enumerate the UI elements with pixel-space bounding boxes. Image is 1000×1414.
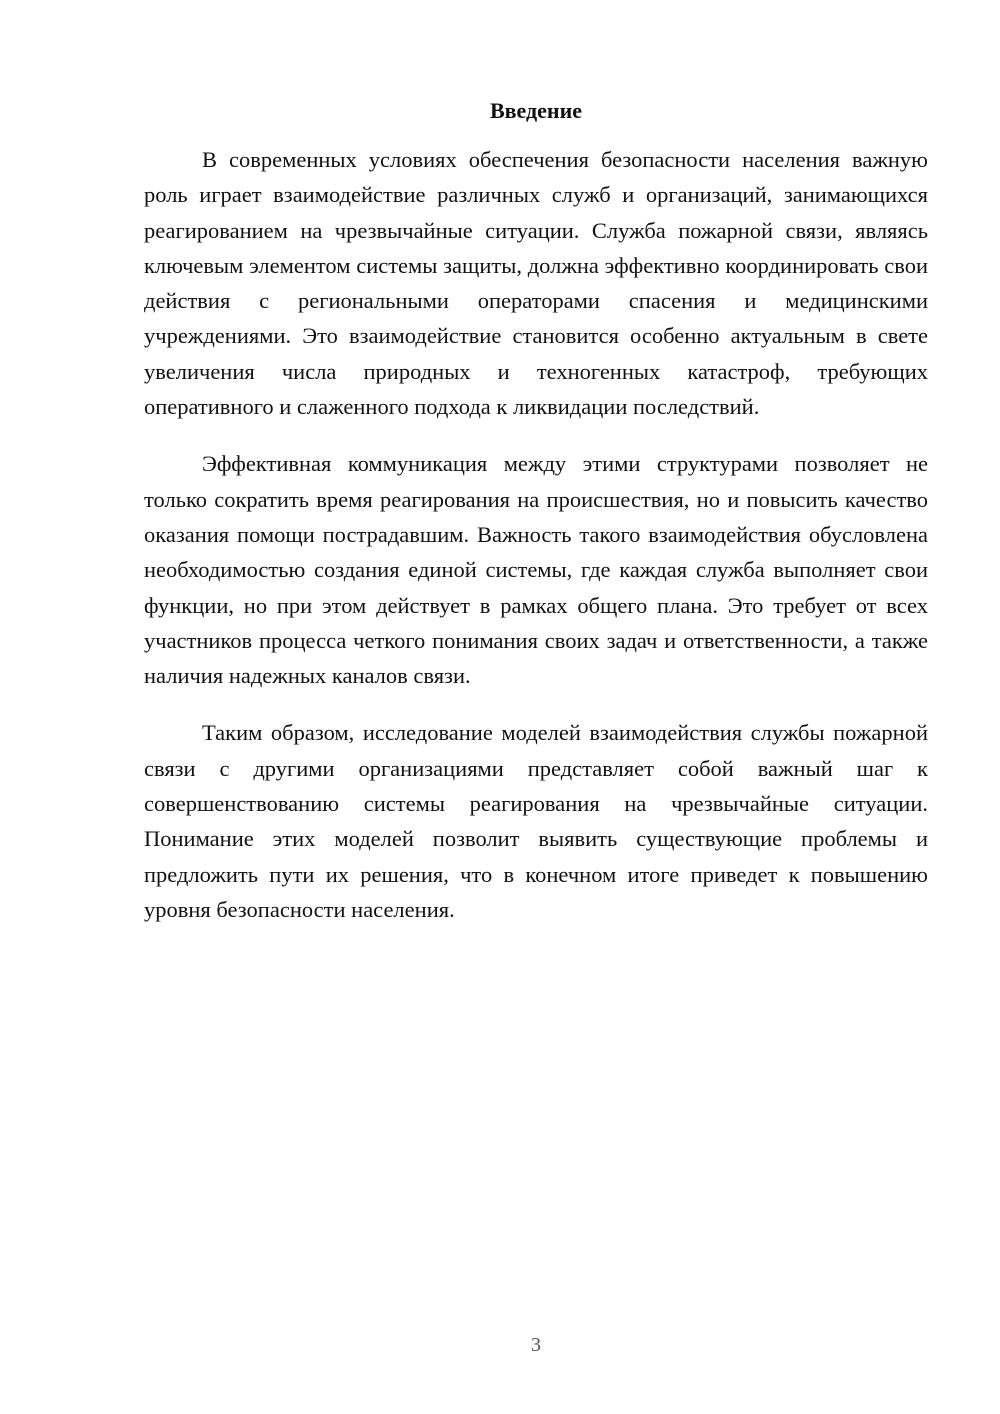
body-text [144,142,928,949]
paragraph-1: В современных условиях обеспечения безопасности населения важную роль играет взаимодействие различных служб и организаций, занимающихся реагированием на чрезвычайные ситуации. Служба пожарной связи, являясь ключевым элементом системы защиты, должна эффективно координировать свои действия с региональными операторами спасения и медицинскими учреждениями. Это взаимодействие становится особенно актуальным в свете увеличения числа природных и техногенных катастроф, требующих оперативного и слаженного подхода к ликвидации последствий. [144,147,928,420]
page-number: 3 [531,1334,541,1356]
paragraph-3: Таким образом, исследование моделей взаимодействия службы пожарной связи с другими организациями представляет собой важный шаг к совершенствованию системы реагирования на чрезвычайные ситуации. Понимание этих моделей позволит выявить существующие проблемы и предложить пути их решения, что в конечном итоге приведет к повышению уровня безопасности населения. [144,720,928,922]
paragraph-2: Эффективная коммуникация между этими структурами позволяет не только сократить время реагирования на происшествия, но и повысить качество оказания помощи пострадавшим. Важность такого взаимодействия обусловлена необходимостью создания единой системы, где каждая служба выполняет свои функции, но при этом действует в рамках общего плана. Это требует от всех участников процесса четкого понимания своих задач и ответственности, а также наличия надежных каналов связи. [144,451,928,689]
section-heading: Введение [489,98,583,123]
